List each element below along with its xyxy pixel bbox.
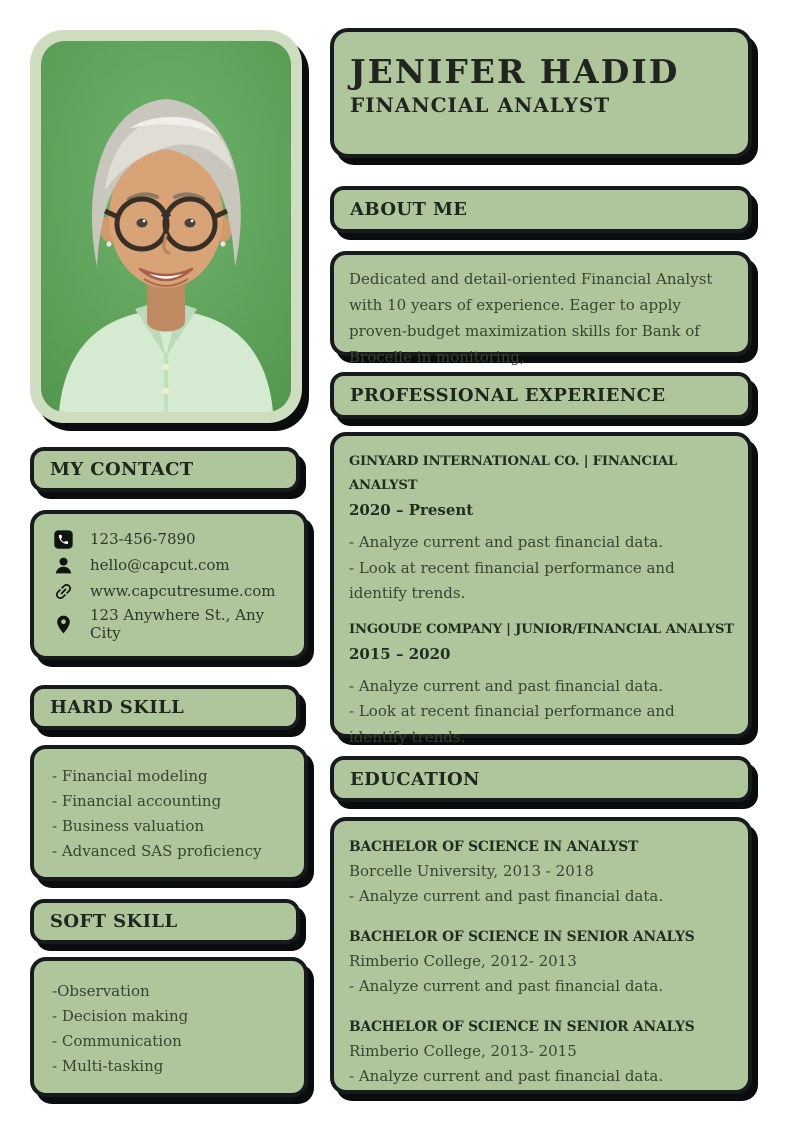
profile-photo (30, 30, 302, 423)
hard-skill-item: - Financial accounting (52, 792, 222, 810)
education-heading-label: EDUCATION (350, 768, 480, 790)
my-contact-heading-label: MY CONTACT (50, 459, 194, 480)
about-me-header (330, 186, 752, 233)
job-title: GINYARD INTERNATIONAL CO. | FINANCIAL ANALYST (349, 454, 677, 493)
portrait-illustration (41, 41, 291, 412)
job-bullet: - Analyze current and past financial data. (349, 533, 664, 551)
school-and-dates: Borcelle University, 2013 - 2018 (349, 862, 594, 880)
job-bullet: identify trends. (349, 584, 466, 602)
school-and-dates: Rimberio College, 2012- 2013 (349, 952, 577, 970)
hard-skill-panel (30, 745, 308, 881)
education-entry (349, 835, 742, 909)
hard-skill-heading-label: HARD SKILL (50, 697, 185, 718)
soft-skill-item: -Observation (52, 982, 150, 1000)
experience-panel (330, 432, 752, 746)
about-me-panel (330, 251, 752, 366)
job-bullet: - Look at recent financial performance and (349, 702, 675, 720)
person-title: FINANCIAL ANALYST (350, 92, 611, 117)
hard-skill-item: - Business valuation (52, 817, 205, 835)
education-bullet: - Analyze current and past financial data. (349, 977, 664, 995)
job-entry (349, 450, 742, 607)
hard-skill-item: - Financial modeling (52, 767, 208, 785)
soft-skill-header (30, 899, 300, 944)
education-entry (349, 925, 742, 999)
contact-row-website (52, 580, 294, 602)
phone-number: 123-456-7890 (90, 530, 196, 548)
soft-skill-item: - Decision making (52, 1007, 189, 1025)
about-me-text: Dedicated and detail-oriented Financial Analyst with 10 years of experience. Eager to apply proven-budget maximization skills for Bank of Brocelle in monitoring, (349, 270, 713, 366)
hard-skill-item: - Advanced SAS proficiency (52, 842, 262, 860)
experience-header (330, 372, 752, 419)
education-panel (330, 817, 752, 1094)
job-dates: 2015 – 2020 (349, 644, 451, 663)
contact-row-address (52, 606, 294, 642)
street-address: 123 Anywhere St., Any City (90, 606, 265, 642)
about-me-heading-label: ABOUT ME (350, 199, 468, 220)
degree-title: BACHELOR OF SCIENCE IN SENIOR ANALYS (349, 1019, 695, 1035)
job-title: INGOUDE COMPANY | JUNIOR/FINANCIAL ANALYST (349, 621, 734, 637)
my-contact-header (30, 447, 300, 492)
education-entry (349, 1015, 742, 1089)
person-icon (52, 554, 74, 576)
email-address: hello@capcut.com (90, 556, 230, 574)
contact-panel (30, 510, 308, 660)
contact-row-phone (52, 528, 294, 550)
soft-skill-heading-label: SOFT SKILL (50, 911, 178, 932)
hard-skill-header (30, 685, 300, 730)
person-name: JENIFER HADID (350, 52, 680, 91)
name-card (330, 28, 752, 158)
education-bullet: - Analyze current and past financial data. (349, 887, 664, 905)
job-bullet: identify trends. (349, 727, 466, 746)
website-url: www.capcutresume.com (90, 582, 276, 600)
degree-title: BACHELOR OF SCIENCE IN SENIOR ANALYS (349, 929, 695, 945)
soft-skill-item: - Multi-tasking (52, 1057, 164, 1075)
job-bullet: - Analyze current and past financial data. (349, 676, 664, 695)
job-bullet: - Look at recent financial performance and (349, 558, 675, 577)
job-dates: 2020 – Present (349, 501, 474, 519)
link-icon (52, 580, 74, 602)
education-bullet: - Analyze current and past financial data. (349, 1067, 664, 1085)
experience-heading-label: PROFESSIONAL EXPERIENCE (350, 385, 666, 406)
school-and-dates: Rimberio College, 2013- 2015 (349, 1042, 577, 1060)
contact-row-email (52, 554, 294, 576)
soft-skill-item: - Communication (52, 1032, 182, 1050)
phone-icon (52, 528, 74, 550)
degree-title: BACHELOR OF SCIENCE IN ANALYST (349, 839, 639, 855)
education-header (330, 756, 752, 802)
job-entry (349, 618, 742, 751)
location-icon (52, 613, 74, 635)
soft-skill-panel (30, 957, 308, 1097)
